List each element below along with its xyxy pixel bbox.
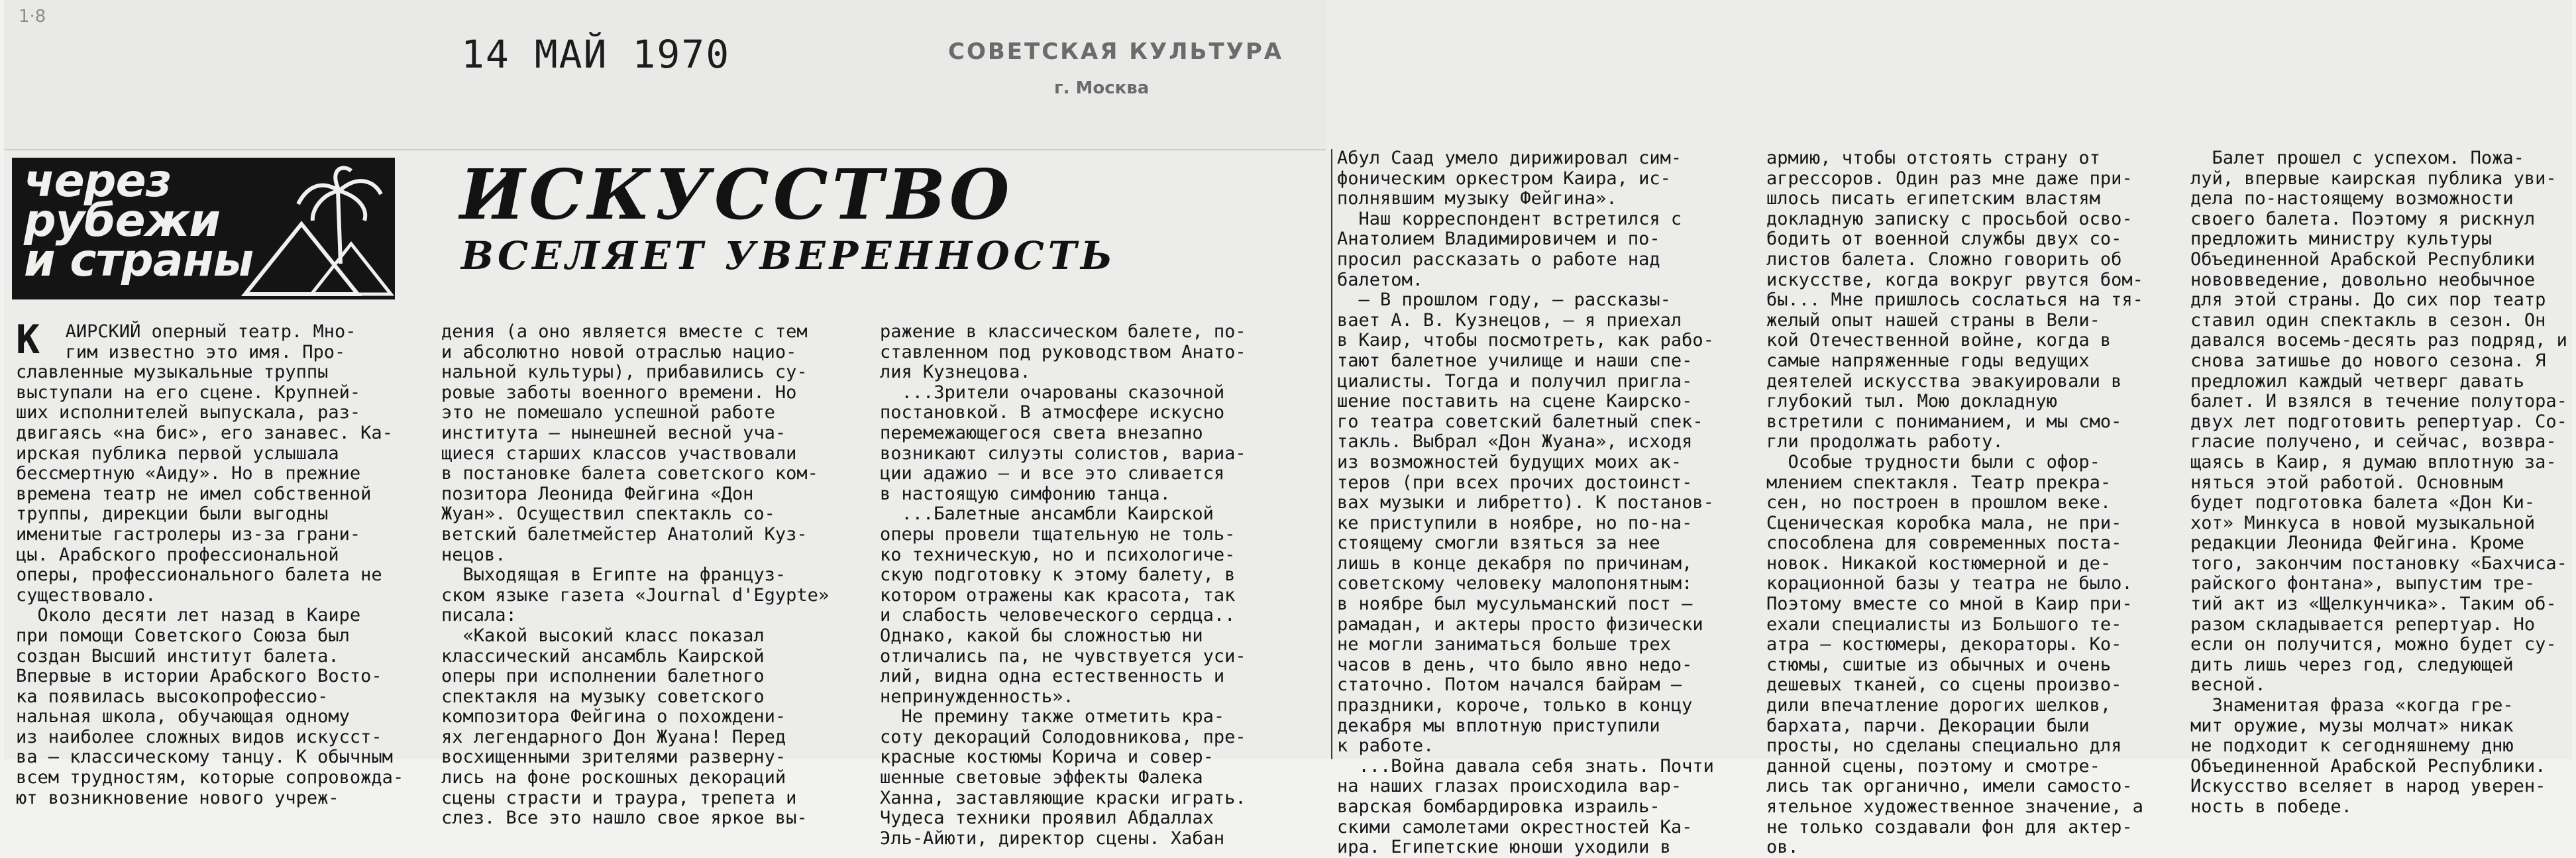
article-column-6 [2190,148,2568,817]
text-line: ко техническую, но и психологиче- [880,544,1236,565]
text-line: создан Высший институт балета. [16,645,339,667]
text-line: лия Кузнецова. [880,362,1031,383]
text-line: нальная школа, обучающая одному [16,706,350,727]
text-line: праздники, короче, только в концу [1337,695,1693,716]
text-line: отличались па, не чувствуется уси- [880,645,1246,667]
text-line: существовало. [16,584,156,606]
text-line: сцены страсти и траура, трепета и [441,787,797,808]
text-line: бы... Мне пришлось сослаться на тя- [1766,290,2143,311]
text-line: композитора Фейгина о похождени- [441,706,786,727]
text-line: перемежающегося света внезапно [880,422,1203,443]
text-line: «Какой высокий класс показал [441,625,765,646]
text-line: оперы провели тщательную не толь- [880,523,1236,545]
text-line: корационной базы у театра не было. [1766,573,2133,594]
text-line: балет. И взялся в течение полутора- [2190,391,2567,412]
text-line: в Каир, чтобы посмотреть, как рабо- [1337,330,1714,351]
text-line: Анатолием Владимировичем и по- [1337,229,1660,250]
text-line: Особые трудности были с офор- [1766,451,2100,472]
text-line: ции адажио — и все это сливается [880,463,1225,484]
drop-cap: К [16,317,40,363]
text-line: скими самолетами окрестностей Ка- [1337,816,1693,837]
text-line: ва — классическому танцу. К обычным [16,747,393,768]
text-line: на наших глазах происходила вар- [1337,776,1682,797]
text-line: нововведение, довольно необычное [2190,269,2536,290]
text-line: Жуан». Осуществил спектакль со- [441,504,775,525]
text-line: Однако, какой бы сложностью ни [880,625,1203,646]
text-line: ровые заботы военного времени. Но [441,382,797,403]
text-line: желый опыт нашей страны в Вели- [1766,309,2100,331]
text-line: слез. Все это нашло свое яркое вы- [441,808,808,829]
text-line: времена театр не имел собственной [16,483,372,504]
text-line: ях легендарного Дон Жуана! Перед [441,726,786,747]
text-line: предложил каждый четверг давать [2190,370,2524,392]
text-line: не могли заниматься больше трех [1337,634,1671,655]
text-line: дешевых тканей, со сцены произво- [1766,674,2122,696]
text-line: Эль-Айюти, директор сцены. Хабан [880,828,1225,849]
article-column-5 [1766,148,2172,858]
text-line: ражение в классическом балете, по- [880,321,1246,342]
text-line: лись так органично, имели самосто- [1766,776,2133,797]
text-line: райского фонтана», выпустим тре- [2190,573,2536,594]
text-line: луй, впервые каирская публика уви- [2190,168,2557,189]
text-line: Поэтому вместе со мной в Каир при- [1766,594,2133,615]
text-line: рамадан, и актеры просто физически [1337,614,1703,635]
text-line: шенные световые эффекты Фалека [880,767,1203,788]
text-line: ших исполнителей выпускала, раз- [16,402,361,423]
text-line: щиеся старших классов участвовали [441,443,797,464]
text-line: Около десяти лет назад в Каире [16,605,361,626]
text-line: лий, видна одна естественность и [880,666,1225,687]
pyramids-palm-icon [239,164,391,294]
text-line: балетом. [1337,269,1424,290]
text-line: няться этой работой. Основным [2190,472,2503,493]
text-line: если он получится, можно будет су- [2190,634,2557,655]
text-line: к работе. [1337,735,1434,757]
text-line: котором отражены как красота, так [880,584,1236,606]
text-line: ...Зрители очарованы сказочной [880,382,1225,403]
text-line: ка появилась высокопрофессио- [16,686,329,707]
text-line: хот» Минкуса в новой музыкальной [2190,512,2536,533]
text-line: выступали на его сцене. Крупней- [16,382,361,403]
text-line: двигаясь «на бис», его занавес. Ка- [16,422,393,443]
rubric-line: и страны [24,235,254,287]
text-line: бодить от военной службы двух со- [1766,229,2122,250]
date-stamp: 14 МАЙ 1970 [461,32,731,77]
text-line: фоническим оркестром Каира, ис- [1337,168,1671,189]
text-line: теров (при всех прочих достоинст- [1337,472,1693,493]
text-line: в настоящую симфонию танца. [880,483,1171,504]
text-line: мит оружие, музы молчат» никак [2190,715,2514,736]
article-column-2 [441,321,845,829]
text-line: новок. Никакой костюмерной и де- [1766,553,2112,574]
text-line: ...Балетные ансамбли Каирской [880,504,1214,525]
text-line: лись на фоне роскошных декораций [441,767,786,788]
clipping-header-strip [4,0,1326,150]
text-line: оперы при исполнении балетного [441,666,765,687]
rubric-box [12,155,395,299]
text-line: для этой страны. До сих пор театр [2190,290,2546,311]
text-line: возникают силуэты солистов, вариа- [880,443,1246,464]
text-line: ов. [1766,837,1799,858]
text-line: при помощи Советского Союза был [16,625,350,646]
text-line: гласие получено, и сейчас, возвра- [2190,431,2557,453]
text-line: — В прошлом году, — рассказы- [1337,290,1671,311]
text-line: в постановке балета советского ком- [441,463,818,484]
text-line: это не помешало успешной работе [441,402,775,423]
text-line: будет подготовка балета «Дон Ки- [2190,492,2536,513]
text-line: просты, но сделаны специально для [1766,735,2122,757]
article-column-1 [16,317,413,808]
text-line: дить лишь через год, следующей [2190,654,2514,675]
source-city-stamp: г. Москва [1054,78,1150,98]
text-line: встретили с пониманием, и мы смо- [1766,411,2122,432]
text-line: постановкой. В атмосфере искусно [880,402,1225,423]
text-line: цы. Арабского профессиональной [16,544,339,565]
text-line: вах музыки и либретто). К постанов- [1337,492,1714,513]
text-line: оперы, профессионального балета не [16,564,382,586]
text-line: нецов. [441,544,506,565]
text-line: искусстве, когда вокруг рвутся бом- [1766,269,2143,290]
text-line: млением спектакля. Театр прекра- [1766,472,2112,493]
handwritten-mark: 1·8 [19,7,46,27]
text-line: не только создавали фон для актер- [1766,816,2133,837]
text-line: ность в победе. [2190,796,2352,817]
text-line: АИРСКИЙ оперный театр. Мно- [44,321,356,342]
text-line: спектакля на музыку советского [441,686,765,707]
text-line: редакции Леонида Фейгина. Кроме [2190,533,2524,554]
text-line: бархата, парчи. Декорации были [1766,715,2090,736]
text-line: нальной культуры), прибавились су- [441,362,808,383]
text-line: из возможностей будущих моих ак- [1337,451,1682,472]
text-line: снова затишье до нового сезона. Я [2190,350,2546,371]
text-line: гли продолжать работу. [1766,431,2004,453]
text-line: гим известно это имя. Про- [44,341,346,362]
text-line: советскому человеку малопонятным: [1337,573,1693,594]
text-line: декабря мы вплотную приступили [1337,715,1660,736]
text-line: восхищенными зрителями разверну- [441,747,786,768]
text-line: просил рассказать о работе над [1337,248,1660,270]
text-line: го театра советский балетный спек- [1337,411,1703,432]
text-line: тий акт из «Щелкунчика». Таким об- [2190,594,2557,615]
text-line: того, закончим постановку «Бахчиса- [2190,553,2567,574]
text-line: Впервые в истории Арабского Восто- [16,666,382,687]
text-line: разом складывается репертуар. Но [2190,614,2536,635]
text-line: ставил один спектакль в сезон. Он [2190,309,2546,331]
text-line: Выходящая в Египте на француз- [441,564,786,586]
text-line: института — нынешней весной уча- [441,422,786,443]
article-subtitle: ВСЕЛЯЕТ УВЕРЕННОСТЬ [461,233,1116,278]
text-line: щаясь в Каир, я думаю вплотную за- [2190,451,2557,472]
text-line: непринужденность». [880,686,1074,707]
text-line: докладную записку с просьбой осво- [1766,208,2133,229]
text-line: дили впечатление дорогих шелков, [1766,695,2112,716]
text-line: шение поставить на сцене Каирско- [1337,391,1693,412]
text-line: агрессоров. Один раз мне даже при- [1766,168,2133,189]
text-line: дела по-настоящему возможности [2190,188,2514,209]
text-line: Знаменитая фраза «когда гре- [2190,695,2514,716]
text-line: из наиболее сложных видов искусст- [16,726,382,747]
text-line: армию, чтобы отстоять страну от [1766,148,2100,168]
text-line: ирская публика первой услышала [16,443,339,464]
text-line: самые напряженные годы ведущих [1766,350,2090,371]
text-line: в ноябре был мусульманский пост — [1337,594,1693,615]
text-line: ставленном под руководством Анато- [880,341,1246,362]
text-line: атра — костюмеры, декораторы. Ко- [1766,634,2122,655]
text-line: тают балетное училище и наши спе- [1337,350,1693,371]
text-line: красные костюмы Корича и совер- [880,747,1214,768]
text-line: не подходит к сегодняшнему дню [2190,735,2514,757]
text-line: труппы, дирекции были выгодны [16,504,329,525]
text-line: способлена для современных поста- [1766,533,2122,554]
text-line: Сценическая коробка мала, не при- [1766,512,2122,533]
text-line: ют возникновение нового учреж- [16,787,339,808]
text-line: статочно. Потом начался байрам — [1337,674,1682,696]
text-line: Балет прошел с успехом. Пожа- [2190,148,2524,168]
text-line: Абул Саад умело дирижировал сим- [1337,148,1682,168]
text-line: Объединенной Арабской Республики [2190,248,2536,270]
text-line: и абсолютно новой отраслью нацио- [441,341,797,362]
text-line: всем трудностям, которые сопровожда- [16,767,404,788]
text-line: листов балета. Сложно говорить об [1766,248,2122,270]
text-line: весной. [2190,674,2266,696]
text-line: соту декораций Солодовникова, пре- [880,726,1246,747]
text-line: давался восемь-десять раз подряд, и [2190,330,2567,351]
text-line: кой Отечественной войне, когда в [1766,330,2112,351]
text-line: классический ансамбль Каирской [441,645,765,667]
text-line: стюмы, сшитые из обычных и очень [1766,654,2112,675]
text-line: ке приступили в ноябре, но по-на- [1337,512,1693,533]
text-line: Ханна, заставляющие краски играть. [880,787,1246,808]
text-line: шлось писать египетским властям [1766,188,2100,209]
text-line: Объединенной Арабской Республики. [2190,755,2546,777]
rubric-line: рубежи [24,195,220,247]
text-line: варская бомбардировка израиль- [1337,796,1660,817]
text-line: ятельное художественное значение, а [1766,796,2143,817]
article-column-3 [880,321,1291,849]
text-line: ветский балетмейстер Анатолий Куз- [441,523,808,545]
text-line: Наш корреспондент встретился с [1337,208,1682,229]
text-line: писала: [441,605,517,626]
text-line: данной сцены, поэтому и смотре- [1766,755,2100,777]
article-title: ИСКУССТВО [460,154,1014,235]
text-line: славленные музыкальные труппы [16,362,329,383]
rubric-title [24,155,254,287]
text-line: дения (а оно является вместе с тем [441,321,808,342]
text-line: сен, но построен в прошлом веке. [1766,492,2112,513]
text-line: глубокий тыл. Мою докладную [1766,391,2057,412]
text-line: Чудеса техники проявил Абдаллах [880,808,1214,829]
text-line: ...Война давала себя знать. Почти [1337,755,1714,777]
text-line: предложить министру культуры [2190,229,2493,250]
text-line: лишь в конце декабря по причинам, [1337,553,1693,574]
text-line: ском языке газета «Journal d'Egypte» [441,584,830,606]
text-line: бессмертную «Аиду». Но в прежние [16,463,361,484]
text-line: циалисты. Тогда и получил пригла- [1337,370,1693,392]
text-line: деятелей искусства эвакуировали в [1766,370,2122,392]
text-line: двух лет подготовить репертуар. Со- [2190,411,2567,432]
text-line: ира. Египетские юноши уходили в [1337,837,1671,858]
text-line: часов в день, что было явно недо- [1337,654,1693,675]
rubric-line: через [24,155,172,207]
text-line: вает А. В. Кузнецов, — я приехал [1337,309,1682,331]
newspaper-clipping [4,0,2572,858]
text-line: полнявшим музыку Фейгина». [1337,188,1617,209]
text-line: своего балета. Поэтому я рискнул [2190,208,2536,229]
text-line: именитые гастролеры из-за грани- [16,523,361,545]
source-stamp: СОВЕТСКАЯ КУЛЬТУРА [948,38,1284,65]
column-divider [1331,149,1332,759]
text-line: Искусство вселяет в народ уверен- [2190,776,2546,797]
text-line: стоящему смогли взяться за нее [1337,533,1660,554]
text-line: такль. Выбрал «Дон Жуана», исходя [1337,431,1693,453]
text-line: позитора Леонида Фейгина «Дон [441,483,754,504]
text-line: скую подготовку к этому балету, в [880,564,1236,586]
text-line: Не премину также отметить кра- [880,706,1225,727]
text-line: ехали специалисты из Большого те- [1766,614,2122,635]
article-column-4 [1337,148,1743,858]
text-line: и слабость человеческого сердца.. [880,605,1236,626]
